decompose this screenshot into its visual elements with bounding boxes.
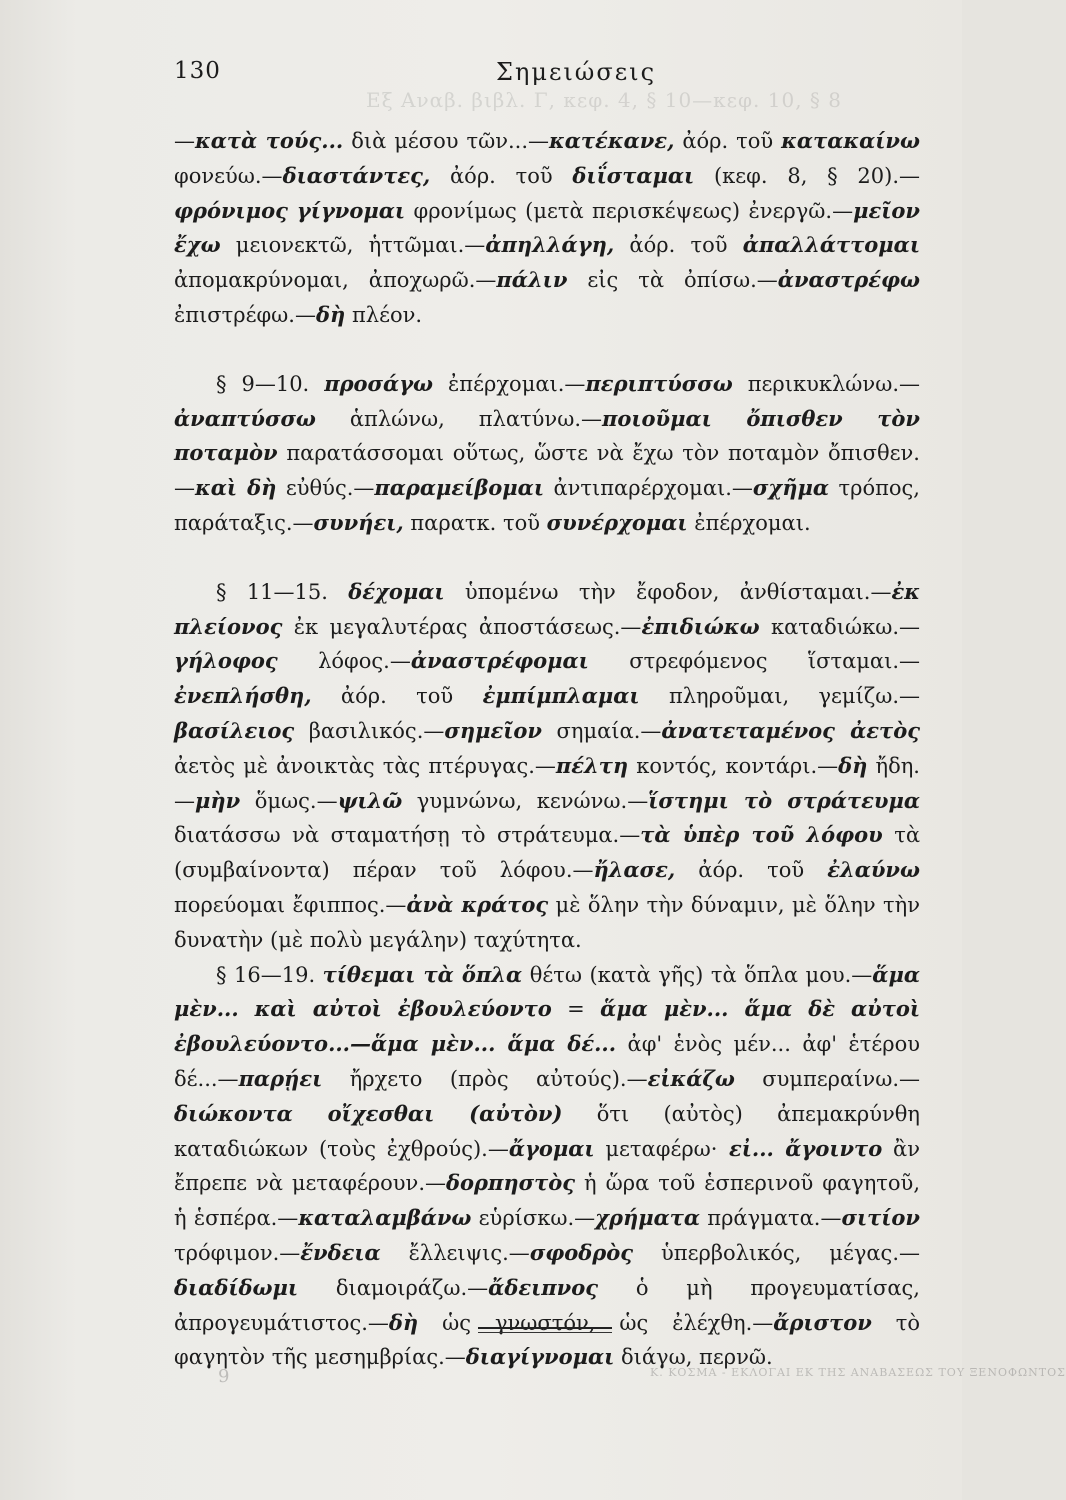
gloss-text: τρόφιμον.— — [174, 1240, 301, 1265]
lemma-term: ἀνὰ κράτος — [406, 891, 549, 917]
gloss-text: κοντός, κοντάρι.— — [628, 753, 839, 778]
gloss-text: = — [551, 997, 601, 1022]
gloss-text: ἐπέρχομαι. — [687, 510, 811, 535]
gloss-text: παρατκ. τοῦ — [403, 510, 547, 535]
lemma-term: σφοδρὸς — [529, 1239, 634, 1265]
note-paragraph — [174, 575, 920, 958]
gloss-text: θέτω (κατὰ γῆς) τὰ ὅπλα μου.— — [522, 962, 873, 987]
gloss-text: καταδιώκω.— — [759, 614, 920, 639]
gloss-text: ἀόρ. τοῦ — [614, 233, 743, 258]
lemma-term: τὰ ὑπὲρ τοῦ λόφου — [640, 822, 883, 848]
lemma-term: κατὰ τούς... — [195, 128, 344, 153]
gloss-text: παρατάσσομαι οὕτως, ὥστε νὰ ἔχω τὸν ποταμὸν ὄπισθεν.— — [174, 441, 920, 501]
gloss-text: ὁ μὴ προγευματίσας, ἀπρογευμάτιστος.— — [174, 1275, 920, 1335]
lemma-term: βασίλειος — [174, 717, 295, 743]
lemma-term: καταλαμβάνω — [298, 1205, 472, 1231]
gloss-text: εἰς τὰ ὀπίσω.— — [567, 268, 778, 293]
gloss-text: εὑρίσκω.— — [471, 1206, 596, 1231]
note-paragraph — [174, 367, 920, 541]
gloss-text: ἤρχετο (πρὸς αὐτούς).— — [322, 1066, 648, 1091]
gloss-text: φρονίμως (μετὰ περισκέψεως) ἐνεργῶ.— — [405, 198, 854, 223]
lemma-term: μεῖον ἔχω — [174, 197, 920, 258]
gloss-text: βασιλικός.— — [294, 718, 445, 743]
gloss-text: γυμνώνω, κενώνω.— — [402, 788, 649, 813]
gloss-text: (κεφ. 8, § 20).— — [694, 163, 920, 188]
lemma-term: ἵστημι τὸ στράτευμα — [648, 787, 921, 813]
gloss-text: διαμοιράζω.— — [298, 1275, 489, 1300]
gloss-text: ἀπομακρύνομαι, ἀποχωρῶ.— — [174, 268, 497, 293]
lemma-term: ἐμπίμπλαμαι — [482, 683, 640, 709]
gloss-text: ἤδη.— — [174, 753, 920, 813]
gloss-text: πλέον. — [345, 302, 423, 327]
lemma-term: δέχομαι — [348, 578, 445, 604]
gloss-text: διατάσσω νὰ σταματήσῃ τὸ στράτευμα.— — [174, 823, 641, 848]
note-paragraph — [174, 958, 920, 1376]
lemma-term: σιτίον — [841, 1205, 920, 1231]
lemma-term: καὶ δὴ — [195, 475, 277, 501]
lemma-term: ἅμα μὲν... καὶ αὐτοὶ ἐβουλεύοντο — [174, 961, 920, 1022]
lemma-term: ἤλασε, — [593, 857, 676, 883]
lemma-term: διαγίγνομαι — [465, 1344, 615, 1370]
lemma-term: ἀνατεταμένος ἀετὸς — [661, 717, 920, 743]
lemma-term: ἐλαύνω — [827, 857, 920, 883]
lemma-term: ἀναστρέφω — [777, 267, 921, 293]
gloss-text: ἀόρ. τοῦ — [311, 684, 483, 709]
gloss-text: ἀντιπαρέρχομαι.— — [544, 476, 753, 501]
lemma-term: σημεῖον — [444, 717, 543, 743]
gloss-text: εὐθύς.— — [276, 476, 375, 501]
gloss-text: τὸ φαγητὸν τῆς μεσημβρίας.— — [174, 1310, 920, 1370]
lemma-term: ποιοῦμαι ὄπισθεν τὸν ποταμὸν — [174, 405, 920, 466]
lemma-term: δὴ — [316, 301, 346, 327]
bleed-through-footer: Κ. ΚΟΣΜΑ - ΕΚΛΟΓΑΙ ΕΚ ΤΗΣ ΑΝΑΒΑΣΕΩΣ ΤΟΥ ΞΕΝΟΦΩΝΤΟΣ — [650, 1366, 1066, 1379]
signature-mark: 9 — [218, 1366, 230, 1387]
gloss-text: μὲ ὅλην τὴν δύναμιν, μὲ ὅλην τὴν δυνατὴν (μὲ πολὺ μεγάλην) ταχύτητα. — [174, 892, 920, 952]
gloss-text: φονεύω.— — [174, 163, 283, 188]
gloss-text: διὰ μέσου τῶν...— — [343, 129, 550, 153]
gloss-text: ὑπομένω τὴν ἔφοδον, ἀνθίσταμαι.— — [444, 579, 892, 604]
gloss-text: ἡ ὥρα τοῦ ἑσπερινοῦ φαγητοῦ, ἡ ἑσπέρα.— — [174, 1171, 920, 1231]
lemma-term: ψιλῶ — [337, 787, 403, 813]
gloss-text: πορεύομαι ἔφιππος.— — [174, 892, 407, 917]
gloss-text: ὡς γνωστόν, ὡς ἐλέχθη.— — [418, 1310, 774, 1335]
lemma-term: ἄριστον — [773, 1309, 872, 1335]
end-rule — [478, 1327, 612, 1329]
note-paragraph — [174, 124, 920, 333]
lemma-term: παραμείβομαι — [374, 475, 544, 501]
lemma-term: περιπτύσσω — [585, 370, 733, 396]
gloss-text: ἀετὸς μὲ ἀνοικτὰς τὰς πτέρυγας.— — [174, 753, 556, 778]
gloss-text: ἀόρ. τοῦ — [675, 858, 828, 883]
gloss-text: ἔλλειψις.— — [380, 1240, 530, 1265]
lemma-term: ἀπαλλάττομαι — [742, 232, 920, 258]
lemma-term: διώκοντα οἴχεσθαι (αὐτὸν) — [174, 1100, 563, 1126]
lemma-term: παρῄει — [238, 1065, 323, 1091]
gloss-text: § 11—15. — [216, 579, 349, 604]
gloss-text: ἀφ' ἑνὸς μέν... ἀφ' ἑτέρου δέ...— — [174, 1032, 920, 1091]
gloss-text: ὅτι (αὐτὸς) ἀπεμακρύνθη καταδιώκων (τοὺς ἐχθρούς).— — [174, 1101, 920, 1161]
lemma-term: χρήματα — [595, 1205, 701, 1231]
page-header — [174, 58, 924, 98]
bleed-through-header: Εξ Αναβ. βιβλ. Γ, κεφ. 4, § 10—κεφ. 10, § 8 — [366, 88, 842, 112]
gloss-text: § 16—19. — [216, 962, 323, 987]
lemma-term: εἰκάζω — [647, 1065, 735, 1091]
gloss-text: ἂν ἔπρεπε νὰ μεταφέρουν.— — [174, 1136, 920, 1196]
notes-body — [174, 124, 920, 1375]
gloss-text: τρόπος, παράταξις.— — [174, 476, 920, 535]
gloss-text: λόφος.— — [277, 649, 411, 674]
lemma-term: ἔνδεια — [300, 1239, 381, 1265]
lemma-term: πέλτη — [555, 752, 629, 778]
lemma-term: δὴ — [838, 752, 868, 778]
gloss-text: ὑπερβολικός, μέγας.— — [633, 1240, 920, 1265]
gloss-text: ἁπλώνω, πλατύνω.— — [315, 406, 602, 431]
lemma-term: συνήει, — [313, 509, 404, 535]
gloss-text: ἐπέρχομαι.— — [433, 371, 586, 396]
lemma-term: κατέκανε, — [549, 128, 675, 153]
gloss-text: μειονεκτῶ, ἡττῶμαι.— — [220, 233, 486, 258]
lemma-term: τίθεμαι τὰ ὅπλα — [322, 961, 523, 987]
lemma-term: γήλοφος — [174, 648, 278, 674]
gloss-text: ἀόρ. τοῦ — [430, 163, 573, 188]
lemma-term: εἰ... ἄγοιντο — [717, 1135, 883, 1161]
lemma-term: προσάγω — [324, 370, 434, 396]
gloss-text: ἀόρ. τοῦ — [674, 129, 782, 153]
lemma-term: ἅμα μὲν... ἅμα δὲ αὐτοὶ ἐβουλεύοντο...—ἅμα μὲν... ἅμα δέ... — [174, 996, 920, 1057]
lemma-term: δορπηστὸς — [446, 1170, 576, 1196]
lemma-term: πάλιν — [496, 267, 568, 293]
gloss-text: — — [174, 129, 195, 153]
gloss-text: στρεφόμενος ἵσταμαι.— — [588, 649, 920, 674]
gloss-text: ἐπιστρέφω.— — [174, 302, 316, 327]
lemma-term: ἐκ πλείονος — [174, 578, 920, 639]
gloss-text: ἐκ μεγαλυτέρας ἀποστάσεως.— — [282, 614, 642, 639]
lemma-term: ἐνεπλήσθη, — [174, 683, 312, 709]
lemma-term: ἐπιδιώκω — [641, 613, 760, 639]
lemma-term: ἀναπτύσσω — [174, 405, 316, 431]
lemma-term: φρόνιμος γίγνομαι — [174, 197, 406, 223]
gloss-text: § 9—10. — [216, 371, 325, 396]
lemma-term: ἀπηλλάγη, — [485, 232, 615, 258]
lemma-term: σχῆμα — [752, 475, 830, 501]
gloss-text: τὰ (συμβαίνοντα) πέραν τοῦ λόφου.— — [174, 823, 920, 883]
page-number: 130 — [174, 58, 221, 84]
lemma-term: δὴ — [388, 1309, 419, 1335]
gloss-text: ὅμως.— — [240, 788, 338, 813]
gloss-text: σημαία.— — [542, 718, 662, 743]
lemma-term: ἄδειπνος — [488, 1274, 598, 1300]
gloss-text: πράγματα.— — [700, 1206, 842, 1231]
gloss-text: συμπεραίνω.— — [734, 1066, 920, 1091]
lemma-term: ἀναστρέφομαι — [410, 648, 589, 674]
lemma-term: διαστάντες, — [282, 162, 431, 188]
gloss-text: πληροῦμαι, γεμίζω.— — [639, 684, 920, 709]
gloss-text: περικυκλώνω.— — [732, 371, 920, 396]
gloss-text: διάγω, περνῶ. — [614, 1345, 773, 1370]
gloss-text: μεταφέρω· — [594, 1136, 718, 1161]
lemma-term: διαδίδωμι — [174, 1274, 299, 1300]
lemma-term: διΐσταμαι — [572, 162, 695, 188]
lemma-term: συνέρχομαι — [546, 509, 688, 535]
lemma-term: κατακαίνω — [781, 128, 920, 153]
lemma-term: ἄγομαι — [508, 1135, 595, 1161]
running-title: Σημειώσεις — [496, 58, 657, 86]
lemma-term: μὴν — [195, 787, 241, 813]
